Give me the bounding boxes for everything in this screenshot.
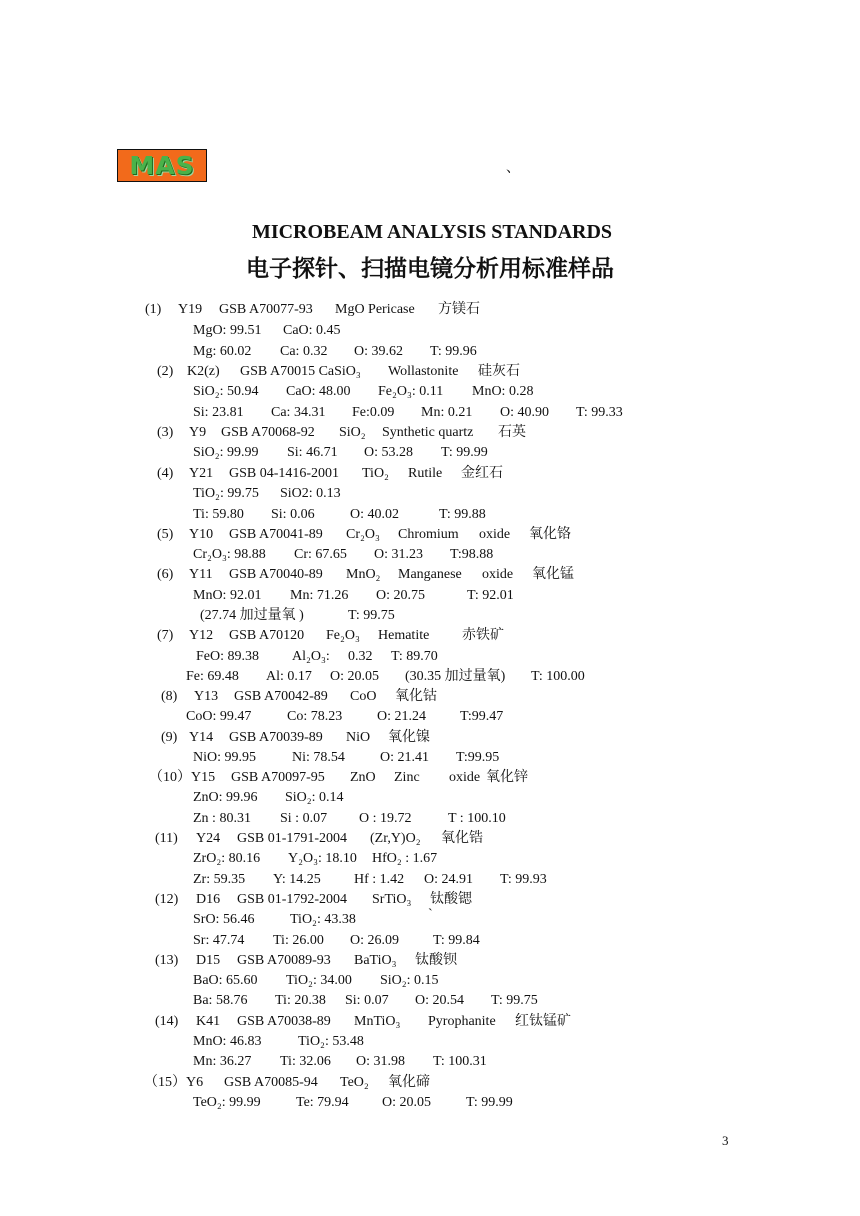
entry-field: K41 (196, 1014, 221, 1029)
entry-field: CoO (350, 689, 377, 704)
entry-field: T: 99.75 (491, 993, 538, 1008)
entry-field: TiO₂: 34.00 (286, 973, 352, 988)
entry-field: T: 99.88 (439, 507, 486, 522)
entry-field: 钛酸钡 (415, 953, 457, 968)
entry-field: Te: 79.94 (296, 1095, 349, 1110)
entry-field: O: 53.28 (364, 445, 413, 460)
entry-field: Y19 (178, 302, 203, 317)
entry-field: GSB A70040-89 (229, 567, 323, 582)
entry-field: HfO₂ : 1.67 (372, 851, 438, 866)
entry-field: SrTiO₃ (372, 892, 412, 907)
entry-field: O: 20.54 (415, 993, 464, 1008)
entry-field: Y11 (189, 567, 213, 582)
entry-field: T:99.47 (460, 709, 504, 724)
entry-field: CaO: 48.00 (286, 384, 351, 399)
stray-mark: 、 (506, 161, 520, 176)
entry-field: SiO₂: 50.94 (193, 384, 259, 399)
entry-field: TeO₂ (340, 1075, 369, 1090)
entry-field: GSB A70041-89 (229, 527, 323, 542)
entry-field: T: 89.70 (391, 649, 438, 664)
entry-field: NiO (346, 730, 371, 745)
entry-field: (Zr,Y)O₂ (370, 831, 421, 846)
entry-field: (2) (157, 364, 174, 379)
entry-field: GSB A70085-94 (224, 1075, 318, 1090)
entry-field: 方镁石 (438, 302, 480, 317)
entry-field: Co: 78.23 (287, 709, 343, 724)
entry-field: MnO: 92.01 (193, 588, 262, 603)
entry-field: T: 92.01 (467, 588, 514, 603)
entry-field: (7) (157, 628, 174, 643)
entry-field: TeO₂: 99.99 (193, 1095, 261, 1110)
entry-field: Ti: 20.38 (275, 993, 326, 1008)
entry-field: (27.74 加过量氧 ) (200, 608, 304, 623)
entry-field: (30.35 加过量氧) (405, 669, 506, 684)
entry-field: Fe₂O₃ (326, 628, 360, 643)
entry-field: O: 21.41 (380, 750, 429, 765)
entry-field: T : 100.10 (448, 811, 506, 826)
entry-field: D16 (196, 892, 221, 907)
entry-field: ZnO: 99.96 (193, 790, 258, 805)
entry-field: CaO: 0.45 (283, 323, 341, 338)
entry-field: O: 31.98 (356, 1054, 405, 1069)
entry-field: D15 (196, 953, 221, 968)
entry-field: T:99.95 (456, 750, 500, 765)
entry-field: Si: 23.81 (193, 405, 244, 420)
entry-field: Y9 (189, 425, 207, 440)
entry-field: O: 40.02 (350, 507, 399, 522)
entry-field: 赤铁矿 (462, 628, 504, 643)
entry-field: (1) (145, 302, 162, 317)
entry-field: MnTiO₃ (354, 1014, 401, 1029)
entry-field: CoO: 99.47 (186, 709, 252, 724)
entry-field: T: 99.75 (348, 608, 395, 623)
entry-field: Ti: 26.00 (273, 933, 324, 948)
entry-field: MgO Pericase (335, 302, 415, 317)
entry-field: (13) (155, 953, 179, 968)
entry-field: BaO: 65.60 (193, 973, 258, 988)
entry-field: （10）Y15 (149, 770, 216, 785)
page-number: 3 (722, 1133, 729, 1148)
entry-field: oxide (479, 527, 511, 542)
entry-field: Y24 (196, 831, 221, 846)
entry-field: T: 99.84 (433, 933, 480, 948)
entry-field: Cr: 67.65 (294, 547, 347, 562)
entry-field: TiO₂: 43.38 (290, 912, 356, 927)
entry-field: Fe:0.09 (352, 405, 395, 420)
entry-field: GSB A70015 CaSiO₃ (240, 364, 361, 379)
entry-field: SiO₂ (339, 425, 366, 440)
entry-field: O: 26.09 (350, 933, 399, 948)
entry-field: Mg: 60.02 (193, 344, 252, 359)
entry-field: Sr: 47.74 (193, 933, 245, 948)
entry-field: Hematite (378, 628, 430, 643)
entry-field: TiO₂: 99.75 (193, 486, 259, 501)
entry-field: GSB 01-1792-2004 (237, 892, 348, 907)
entry-field: GSB A70120 (229, 628, 305, 643)
entry-field: O: 39.62 (354, 344, 403, 359)
entry-field: TiO₂ (362, 466, 389, 481)
entry-field: Mn: 71.26 (290, 588, 349, 603)
entry-field: GSB A70042-89 (234, 689, 328, 704)
logo-text: MAS (129, 151, 195, 180)
entry-field: TiO₂: 53.48 (298, 1034, 364, 1049)
entry-field: Al₂O₃: (292, 649, 330, 664)
entry-field: Ni: 78.54 (292, 750, 345, 765)
entry-field: (14) (155, 1014, 179, 1029)
entry-field: Y14 (189, 730, 214, 745)
entry-field: (11) (155, 831, 178, 846)
entry-field: T: 100.00 (531, 669, 585, 684)
entry-field: MnO: 46.83 (193, 1034, 262, 1049)
entry-field: (9) (161, 730, 178, 745)
entry-field: 氧化钴 (395, 689, 437, 704)
entry-field: MgO: 99.51 (193, 323, 262, 338)
entry-field: O: 24.91 (424, 872, 473, 887)
entry-field: Ti: 32.06 (280, 1054, 331, 1069)
entry-field: Ca: 0.32 (280, 344, 328, 359)
entry-field: Synthetic quartz (382, 425, 474, 440)
entry-field: Cr₂O₃: 98.88 (193, 547, 266, 562)
entry-field: GSB A70038-89 (237, 1014, 331, 1029)
entry-field: 氧化锌 (486, 770, 528, 785)
entry-field: (6) (157, 567, 174, 582)
entry-field: Ca: 34.31 (271, 405, 326, 420)
entry-field: 0.32 (348, 649, 373, 664)
entry-field: O: 40.90 (500, 405, 549, 420)
title-english: MICROBEAM ANALYSIS STANDARDS (251, 221, 613, 243)
entry-field: 氧化镍 (388, 730, 430, 745)
entry-field: (3) (157, 425, 174, 440)
entry-field: 红钛锰矿 (515, 1014, 571, 1029)
entry-field: 金红石 (461, 466, 503, 481)
entry-field: 氧化锆 (441, 831, 483, 846)
entry-field: Si: 0.06 (271, 507, 315, 522)
title-chinese: 电子探针、扫描电镜分析用标准样品 (246, 256, 614, 282)
entry-field: 氧化碲 (388, 1075, 430, 1090)
entry-field: Pyrophanite (428, 1014, 496, 1029)
entry-field: Si: 46.71 (287, 445, 338, 460)
entry-field: O: 21.24 (377, 709, 426, 724)
entry-field: Al: 0.17 (266, 669, 312, 684)
entry-field: oxide (449, 770, 481, 785)
entry-field: SiO₂: 0.14 (285, 790, 344, 805)
entry-field: T: 99.93 (500, 872, 547, 887)
entry-field: Y₂O₃: 18.10 (288, 851, 357, 866)
entry-field: (5) (157, 527, 174, 542)
entry-field: Fe₂O₃: 0.11 (378, 384, 444, 399)
entry-field: BaTiO₃ (354, 953, 397, 968)
entry-field: MnO₂ (346, 567, 381, 582)
entry-field: Ti: 59.80 (193, 507, 244, 522)
entry-field: 氧化锰 (532, 567, 574, 582)
entry-field: GSB A70089-93 (237, 953, 331, 968)
entry-field: T: 99.99 (466, 1095, 513, 1110)
entry-field: GSB 04-1416-2001 (229, 466, 340, 481)
entry-field: GSB A70077-93 (219, 302, 313, 317)
entry-field: Si : 0.07 (280, 811, 328, 826)
entry-field: T: 99.33 (576, 405, 623, 420)
entry-field: Y12 (189, 628, 214, 643)
entry-field: ZnO (350, 770, 376, 785)
entry-field: Cr₂O₃ (346, 527, 380, 542)
entry-field: Si: 0.07 (345, 993, 389, 1008)
entry-field: Wollastonite (388, 364, 459, 379)
entry-field: K2(z) (187, 364, 220, 379)
entry-field: Hf : 1.42 (354, 872, 405, 887)
entry-field: O: 20.05 (330, 669, 379, 684)
entry-field: Zinc (394, 770, 420, 785)
entry-field: (12) (155, 892, 179, 907)
entry-field: O : 19.72 (359, 811, 412, 826)
entry-field: NiO: 99.95 (193, 750, 256, 765)
entry-field: SiO₂: 0.15 (380, 973, 439, 988)
entry-field: T: 100.31 (433, 1054, 487, 1069)
entry-field: Zn : 80.31 (193, 811, 251, 826)
entry-field: Mn: 36.27 (193, 1054, 252, 1069)
entry-field: Zr: 59.35 (193, 872, 246, 887)
entry-field: Y21 (189, 466, 214, 481)
entry-field: T:98.88 (450, 547, 494, 562)
entry-field: Ba: 58.76 (193, 993, 248, 1008)
entry-field: Chromium (398, 527, 459, 542)
entry-field: FeO: 89.38 (196, 649, 259, 664)
stray-mark: ` (428, 907, 433, 922)
entry-field: 氧化铬 (529, 527, 571, 542)
entry-field: oxide (482, 567, 514, 582)
entry-field: Y13 (194, 689, 219, 704)
entry-field: Fe: 69.48 (186, 669, 239, 684)
entry-field: Mn: 0.21 (421, 405, 473, 420)
entry-field: SiO₂: 99.99 (193, 445, 259, 460)
entry-field: ZrO₂: 80.16 (193, 851, 261, 866)
entry-field: GSB 01-1791-2004 (237, 831, 348, 846)
entry-field: GSB A70068-92 (221, 425, 315, 440)
entry-field: SiO2: 0.13 (280, 486, 341, 501)
entry-field: T: 99.99 (441, 445, 488, 460)
entry-field: (4) (157, 466, 174, 481)
entry-field: O: 20.75 (376, 588, 425, 603)
entry-field: SrO: 56.46 (193, 912, 255, 927)
entry-field: GSB A70097-95 (231, 770, 325, 785)
entry-field: Y: 14.25 (273, 872, 321, 887)
entry-field: MnO: 0.28 (472, 384, 534, 399)
entry-field: 钛酸锶 (430, 892, 472, 907)
entry-field: (8) (161, 689, 178, 704)
entry-field: Y10 (189, 527, 214, 542)
entry-field: T: 99.96 (430, 344, 477, 359)
entry-field: Rutile (408, 466, 443, 481)
mas-logo (117, 149, 207, 182)
entry-field: GSB A70039-89 (229, 730, 323, 745)
entry-field: （15）Y6 (144, 1075, 204, 1090)
entry-field: 石英 (498, 425, 526, 440)
entry-field: O: 31.23 (374, 547, 423, 562)
entry-field: Manganese (398, 567, 462, 582)
entry-field: 硅灰石 (478, 364, 520, 379)
entry-field: O: 20.05 (382, 1095, 431, 1110)
